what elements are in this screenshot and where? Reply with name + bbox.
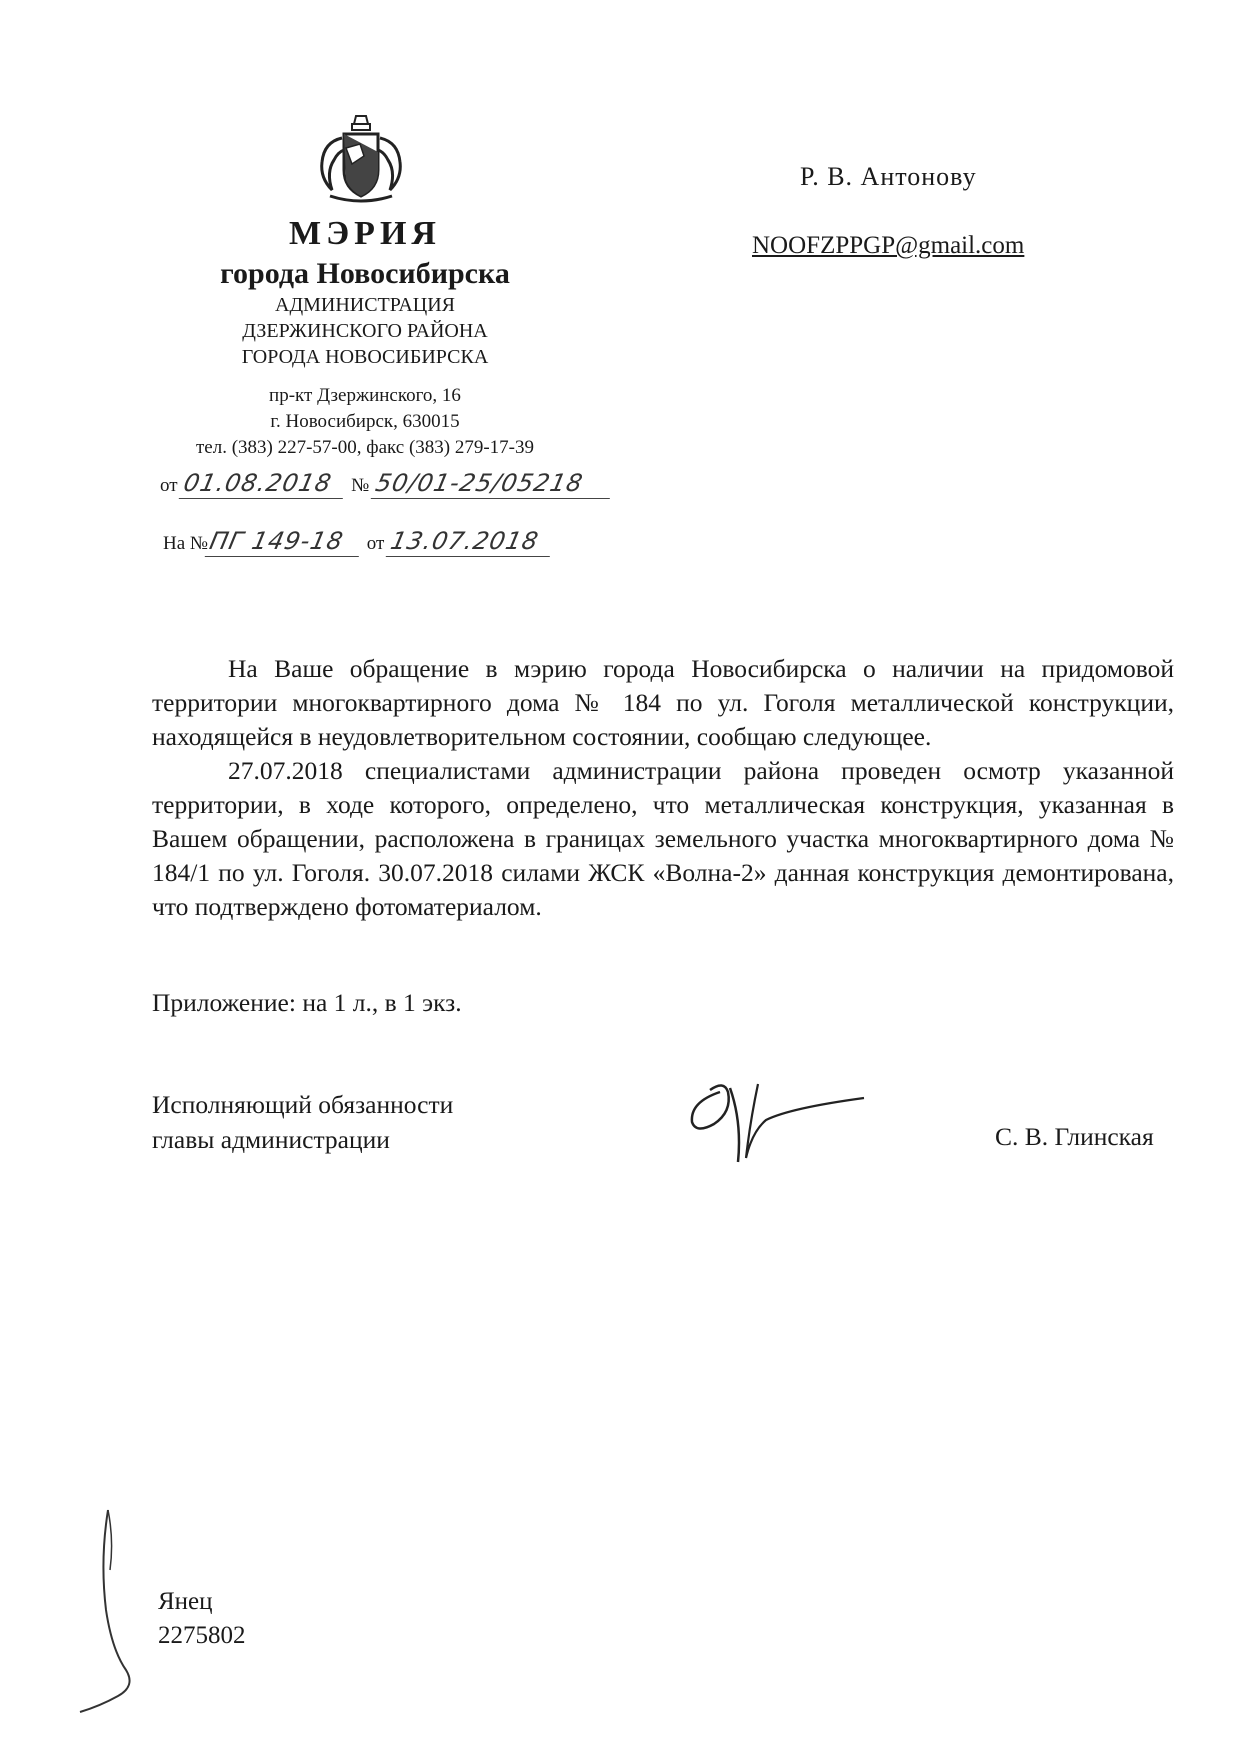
date-prefix: от xyxy=(160,475,178,496)
admin-line-2: ДЗЕРЖИНСКОГО РАЙОНА xyxy=(242,320,488,342)
org-city: города Новосибирска xyxy=(220,257,510,290)
pen-mark-icon xyxy=(70,1500,170,1715)
executor-name: Янец xyxy=(158,1588,213,1615)
admin-line-1: АДМИНИСТРАЦИЯ xyxy=(275,294,455,316)
address-street: пр-кт Дзержинского, 16 xyxy=(269,385,461,406)
signatory-title xyxy=(152,1087,453,1157)
addressee-email[interactable]: NOOFZPPGP@gmail.com xyxy=(752,232,1025,259)
signatory-name: С. В. Глинская xyxy=(995,1122,1154,1151)
signatory-title-line-2: главы администрации xyxy=(152,1125,390,1154)
attachment-note: Приложение: на 1 л., в 1 экз. xyxy=(152,988,462,1017)
reply-date-prefix: от xyxy=(366,533,385,554)
executor-phone: 2275802 xyxy=(158,1622,246,1649)
body-paragraph-2: 27.07.2018 специалистами администрации района проведен осмотр указанной территории, в ходе которого, определено, что металлическая конструкция, указанная в Вашем обращении, расположена в границах земельного участка многоквартирного дома № 184/1 по ул. Гоголя. 30.07.2018 силами ЖСК «Волна-2» данная конструкция демонтирована, что подтверждено фотоматериалом. xyxy=(152,756,1174,921)
reply-date: 13.07.2018 xyxy=(386,526,557,557)
outgoing-number: 50/01-25/05218 xyxy=(371,468,617,499)
reply-reference-row xyxy=(163,526,553,559)
letter-body xyxy=(152,652,1174,924)
addressee-name: Р. В. Антонову xyxy=(800,162,977,191)
body-paragraph-1: На Ваше обращение в мэрию города Новосибирска о наличии на придомовой территории многоквартирного дома № 184 по ул. Гоголя металлической конструкции, находящейся в неудовлетворительном состоянии, сообщаю следующее. xyxy=(152,654,1174,751)
executor-info xyxy=(158,1585,246,1653)
city-coat-of-arms-icon xyxy=(316,112,406,208)
reply-number: ПГ 149-18 xyxy=(205,526,366,557)
address-phone: тел. (383) 227-57-00, факс (383) 279-17-39 xyxy=(195,437,535,458)
outgoing-date: 01.08.2018 xyxy=(179,468,350,499)
handwritten-signature-icon xyxy=(680,1062,880,1172)
reply-prefix: На № xyxy=(163,533,209,554)
address-city: г. Новосибирск, 630015 xyxy=(270,411,460,432)
admin-line-3: ГОРОДА НОВОСИБИРСКА xyxy=(241,346,489,368)
signatory-title-line-1: Исполняющий обязанности xyxy=(152,1090,454,1119)
number-prefix: № xyxy=(351,475,370,496)
org-title: МЭРИЯ xyxy=(289,215,441,252)
registration-row xyxy=(160,468,613,501)
